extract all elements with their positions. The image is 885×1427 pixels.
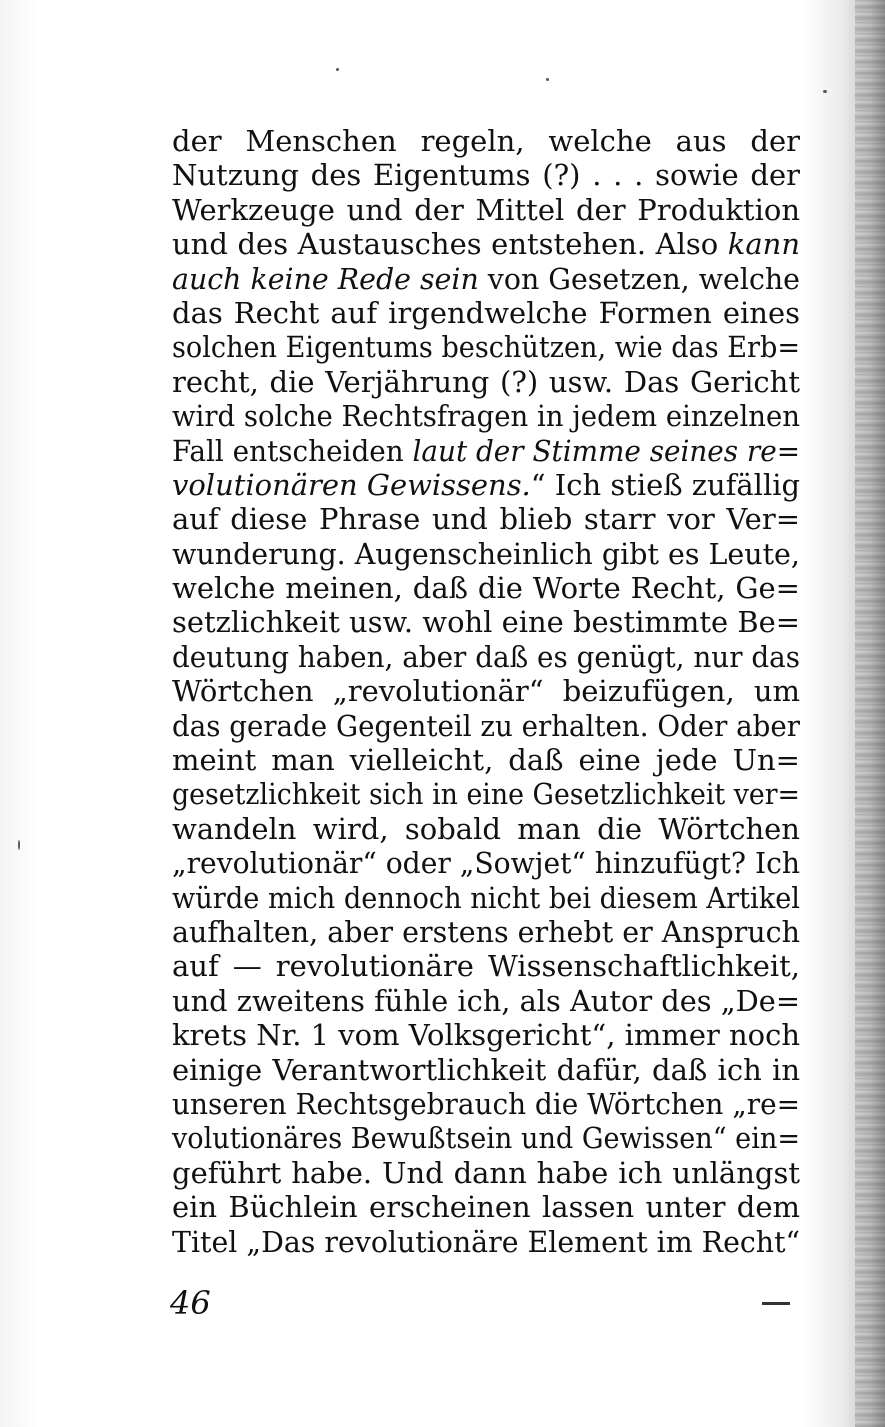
text-line: Werkzeuge und der Mittel der Produktion — [172, 192, 800, 227]
text-line: das gerade Gegenteil zu erhalten. Oder aber — [172, 708, 801, 743]
text-line: volutionären Gewissens.“ Ich stieß zufällig — [172, 467, 801, 502]
text-line: wunderung. Augenscheinlich gibt es Leute, — [172, 536, 800, 571]
text-line: auch keine Rede sein von Gesetzen, welche — [172, 261, 800, 296]
text-line: solchen Eigentums beschützen, wie das Erb= — [172, 330, 801, 365]
italic-phrase: volutionären Gewissens. — [172, 467, 531, 502]
dash-mark — [762, 1302, 790, 1305]
text-line: Titel „Das revolutionäre Element im Recht“ — [172, 1224, 801, 1259]
speck — [336, 68, 339, 71]
text-line: auf diese Phrase und blieb starr vor Ver= — [172, 502, 800, 537]
text-line: gesetzlichkeit sich in eine Gesetzlichkeit ver= — [172, 777, 801, 812]
text-line: ein Büchlein erscheinen lassen unter dem — [172, 1190, 800, 1225]
text-line: der Menschen regeln, welche aus der — [172, 124, 800, 158]
text-line: Nutzung des Eigentums (?) . . . sowie der — [172, 158, 800, 193]
body-text — [172, 124, 800, 1259]
text-line: und des Austausches entstehen. Also kann — [172, 227, 800, 262]
text-line: volutionäres Bewußtsein und Gewissen“ ein= — [172, 1121, 801, 1156]
text-line: setzlichkeit usw. wohl eine bestimmte Be= — [172, 605, 800, 640]
text-line: deutung haben, aber daß es genügt, nur das — [172, 639, 801, 674]
page-edge-shadow — [855, 0, 885, 1427]
text-line: aufhalten, aber erstens erhebt er Anspruch — [172, 914, 801, 949]
text-line: wird solche Rechtsfragen in jedem einzelnen — [172, 399, 800, 434]
text-line: einige Verantwortlichkeit dafür, daß ich in — [172, 1052, 800, 1087]
italic-phrase: laut der Stimme seines re= — [412, 433, 801, 468]
text-line: Wörtchen „revolutionär“ beizufügen, um — [172, 674, 800, 709]
text-line: das Recht auf irgendwelche Formen eines — [172, 295, 800, 330]
italic-phrase: kann — [727, 227, 800, 262]
text-line: auf — revolutionäre Wissenschaftlichkeit, — [172, 949, 800, 984]
text-line: würde mich dennoch nicht bei diesem Artikel — [172, 880, 801, 915]
speck — [823, 90, 827, 93]
text-line: wandeln wird, sobald man die Wörtchen — [172, 811, 800, 846]
text-line: meint man vielleicht, daß eine jede Un= — [172, 743, 800, 778]
text-line: unseren Rechtsgebrauch die Wörtchen „re= — [172, 1086, 800, 1121]
italic-phrase: auch keine Rede sein — [172, 261, 479, 296]
text-line: recht, die Verjährung (?) usw. Das Gericht — [172, 364, 800, 399]
speck — [546, 78, 549, 81]
text-line: Fall entscheiden laut der Stimme seines re= — [172, 433, 801, 468]
text-line: „revolutionär“ oder „Sowjet“ hinzufügt? Ich — [172, 846, 801, 881]
page-number: 46 — [170, 1284, 211, 1322]
speck — [18, 840, 20, 850]
text-line: krets Nr. 1 vom Volksgericht“, immer noch — [172, 1018, 800, 1053]
text-line: und zweitens fühle ich, als Autor des „De= — [172, 983, 801, 1018]
text-line: geführt habe. Und dann habe ich unlängst — [172, 1155, 800, 1190]
text-line: welche meinen, daß die Worte Recht, Ge= — [172, 571, 800, 606]
